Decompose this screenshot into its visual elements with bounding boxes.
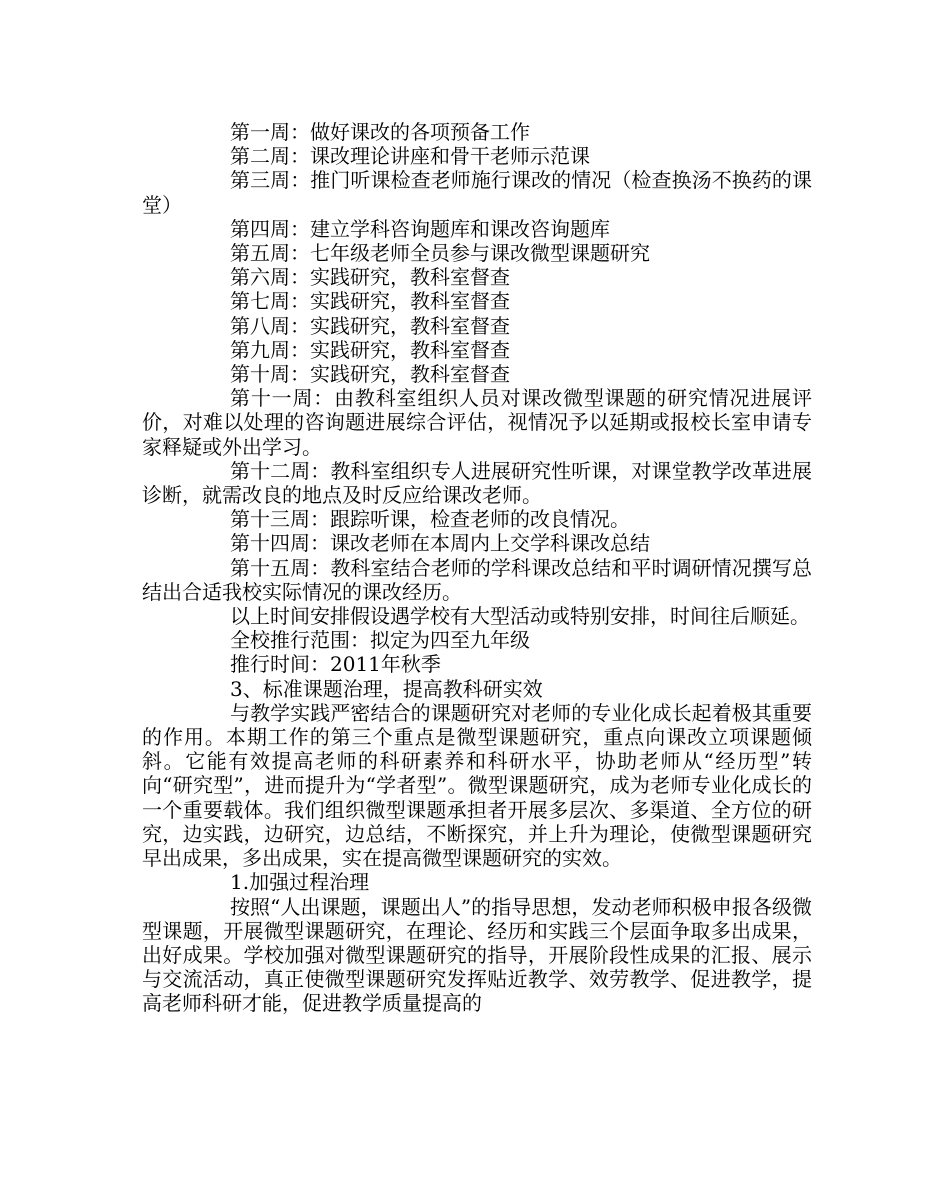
document-page <box>142 120 812 1016</box>
paragraph-week-4: 第四周：建立学科咨询题库和课改咨询题库 <box>230 216 610 241</box>
paragraph-week-14: 第十四周：课改老师在本周内上交学科课改总结 <box>230 531 650 556</box>
paragraph-time: 推行时间：2011年秋季 <box>230 652 441 677</box>
paragraph-week-11: 第十一周：由教科室组织人员对课改微型课题的研究情况进展评价，对难以处理的咨询题进展综合评估，视情况予以延期或报校长室申请专家释疑或外出学习。 <box>142 386 812 459</box>
paragraph-week-15: 第十五周：教科室结合老师的学科课改总结和平时调研情况撰写总结出合适我校实际情况的课改经历。 <box>142 555 812 604</box>
paragraph-week-1: 第一周：做好课改的各项预备工作 <box>230 120 530 144</box>
paragraph-week-13: 第十三周：跟踪听课，检查老师的改良情况。 <box>230 507 630 532</box>
paragraph-week-6: 第六周：实践研究，教科室督查 <box>230 265 510 290</box>
paragraph-body: 与教学实践严密结合的课题研究对老师的专业化成长起着极其重要的作用。本期工作的第三个重点是微型课题研究，重点向课改立项课题倾斜。它能有效提高老师的科研素养和科研水平，协助老师从“经历型”转向“研究型”，进而提升为“学者型”。微型课题研究，成为老师专业化成长的一个重要载体。我们组织微型课题承担者开展多层次、多渠道、全方位的研究，边实践，边研究，边总结，不断探究，并上升为理论，使微型课题研究早出成果，多出成果，实在提高微型课题研究的实效。 <box>142 700 812 871</box>
section-heading: 3、标准课题治理，提高教科研实效 <box>230 676 543 701</box>
paragraph-week-10: 第十周：实践研究，教科室督查 <box>230 362 510 387</box>
paragraph-scope: 全校推行范围：拟定为四至九年级 <box>230 628 530 653</box>
paragraph-week-9: 第九周：实践研究，教科室督查 <box>230 337 510 362</box>
subsection-heading: 1.加强过程治理 <box>230 870 370 895</box>
paragraph-week-7: 第七周：实践研究，教科室督查 <box>230 289 510 314</box>
paragraph-week-12: 第十二周：教科室组织专人进展研究性听课，对课堂教学改革进展诊断，就需改良的地点及时反应给课改老师。 <box>142 458 812 508</box>
paragraph-schedule-note: 以上时间安排假设遇学校有大型活动或特别安排，时间往后顺延。 <box>230 604 810 629</box>
paragraph-week-5: 第五周：七年级老师全员参与课改微型课题研究 <box>230 241 650 266</box>
paragraph-week-8: 第八周：实践研究，教科室督查 <box>230 313 510 338</box>
paragraph-week-3: 第三周：推门听课检查老师施行课改的情况（检查换汤不换药的课堂） <box>142 168 812 217</box>
paragraph-process: 按照“人出课题，课题出人”的指导思想，发动老师积极申报各级微型课题，开展微型课题研究，在理论、经历和实践三个层面争取多出成果，出好成果。学校加强对微型课题研究的指导，开展阶段性成果的汇报、展示与交流活动，真正使微型课题研究发挥贴近教学、效劳教学、促进教学，提高老师科研才能，促进教学质量提高的 <box>142 894 812 1016</box>
paragraph-week-2: 第二周：课改理论讲座和骨干老师示范课 <box>230 144 590 169</box>
